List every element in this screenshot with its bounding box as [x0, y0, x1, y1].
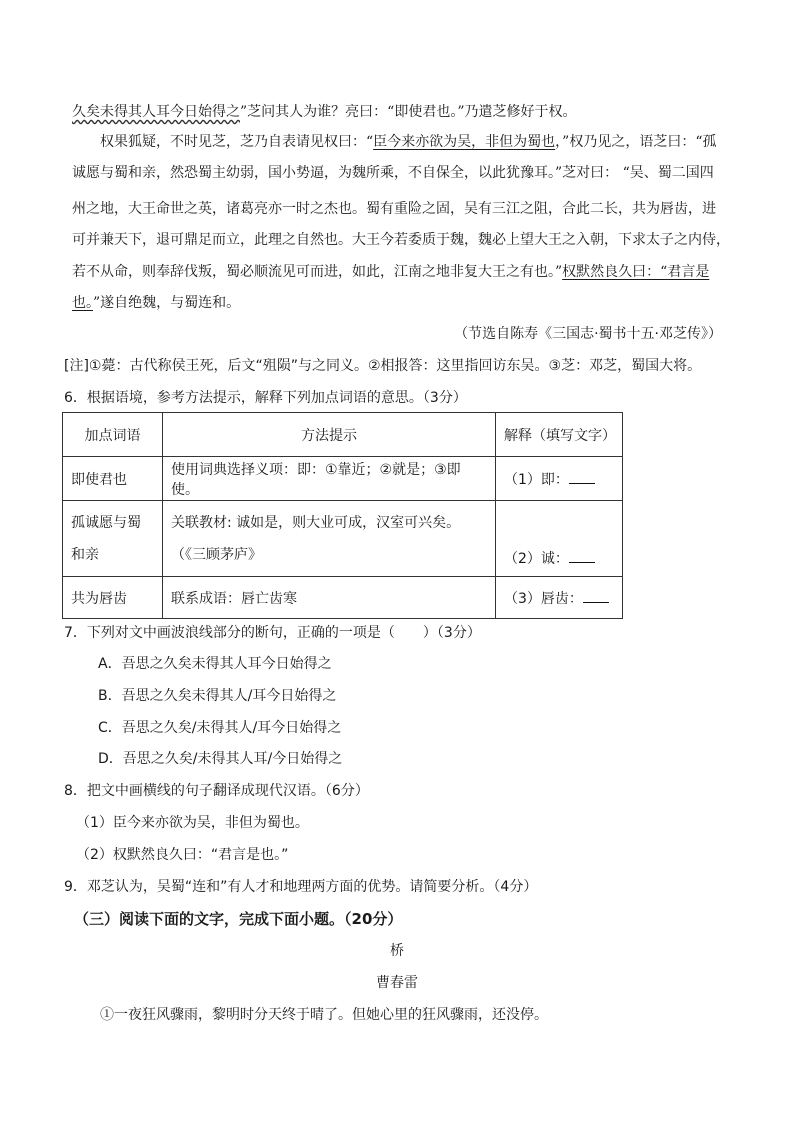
vocabulary-table — [62, 412, 623, 619]
row-hint: 关联教材: 诚如是，则大业可成，汉室可兴矣。（《三顾茅庐》 — [163, 501, 496, 577]
header-word: 加点词语 — [63, 413, 163, 457]
passage-line-3: 诚愿与蜀和亲，然恐蜀主幼弱，国小势逼，为魏所乘，不自保全，以此犹豫耳。”芝对曰： “吴、蜀二国四 — [72, 165, 714, 181]
passage-line-2: 权果狐疑，不时见芝，芝乃自表请见权曰：“臣今来亦欲为吴，非但为蜀也，”权乃见之，语芝曰：“孤 — [100, 134, 717, 150]
option-b[interactable]: B．吾思之久矣未得其人/耳今日始得之 — [98, 688, 337, 704]
wavy-underlined-text: 久矣未得其人耳今日始得之 — [72, 104, 240, 120]
header-hint: 方法提示 — [163, 413, 496, 457]
underlined-sentence-1: 臣今来亦欲为吴，非但为蜀也 — [373, 134, 556, 150]
passage-line-5: 可并兼天下，退可鼎足而立，此理之自然也。大王今若委质于魏，魏必上望大王之入朝，下求太子之内侍， — [72, 232, 730, 248]
question-8-stem: 8．把文中画横线的句子翻译成现代汉语。（6分） — [64, 783, 369, 799]
story-author: 曹春雷 — [376, 975, 418, 991]
option-d[interactable]: D．吾思之久矣/未得其人耳/今日始得之 — [98, 751, 343, 767]
table-row — [63, 457, 623, 501]
table-row — [63, 501, 623, 577]
passage-line-7: 也。”遂自绝魏，与蜀连和。 — [72, 295, 241, 311]
row-word: 孤诚愿与蜀和亲 — [63, 501, 163, 577]
question-8-item-2: （2）权默然良久曰：“君言是也。” — [76, 847, 289, 863]
question-8-item-1: （1）臣今来亦欲为吴，非但为蜀也。 — [76, 815, 309, 831]
row-answer: （3）唇齿： — [496, 577, 623, 619]
passage-line-6: 若不从命，则奉辞伐叛，蜀必顺流见可而进，如此，江南之地非复大王之有也。”权默然良久曰：“君言是 — [72, 264, 710, 280]
story-paragraph-1: ①一夜狂风骤雨，黎明时分天终于晴了。但她心里的狂风骤雨，还没停。 — [100, 1007, 548, 1023]
row-word: 共为唇齿 — [63, 577, 163, 619]
table-row — [63, 577, 623, 619]
question-9-stem: 9．邓芝认为，吴蜀“连和”有人才和地理两方面的优势。请简要分析。（4分） — [64, 879, 538, 895]
answer-blank[interactable] — [583, 590, 609, 603]
row-answer: （1）即： — [496, 457, 623, 501]
answer-blank[interactable] — [569, 471, 595, 484]
underlined-sentence-2-end: 也。 — [72, 295, 93, 311]
option-c[interactable]: C．吾思之久矣/未得其人/耳今日始得之 — [98, 720, 342, 736]
underlined-sentence-2: 权默然良久曰：“君言是 — [562, 264, 710, 280]
passage-line-1: 久矣未得其人耳今日始得之”芝问其人为谁？亮曰：“即使君也。”乃遣芝修好于权。 — [72, 104, 577, 120]
answer-blank[interactable] — [569, 550, 595, 563]
section-3-heading: （三）阅读下面的文字，完成下面小题。（20分） — [74, 910, 403, 928]
passage-line-4: 州之地，大王命世之英，诸葛亮亦一时之杰也。蜀有重险之固，吴有三江之阻，合此二长，共为唇齿，进 — [72, 201, 716, 217]
header-answer: 解释（填写文字） — [496, 413, 623, 457]
row-hint: 联系成语：唇亡齿寒 — [163, 577, 496, 619]
story-title: 桥 — [390, 943, 404, 959]
question-7-stem: 7．下列对文中画波浪线部分的断句，正确的一项是（ ）（3分） — [64, 625, 481, 641]
question-6-stem: 6．根据语境，参考方法提示，解释下列加点词语的意思。（3分） — [64, 390, 467, 406]
annotation-notes: [注]①薨：古代称侯王死，后文“殂陨”与之同义。②相报答：这里指回访东吴。③芝：邓芝，蜀国大将。 — [64, 358, 702, 374]
option-a[interactable]: A．吾思之久矣未得其人耳今日始得之 — [98, 656, 332, 672]
passage-source: （节选自陈寿《三国志·蜀书十五·邓芝传》） — [454, 326, 722, 342]
row-answer: （2）诚： — [496, 501, 623, 577]
row-hint: 使用词典选择义项：即：①靠近；②就是；③即使。 — [163, 457, 496, 501]
table-header-row — [63, 413, 623, 457]
row-word: 即使君也 — [63, 457, 163, 501]
